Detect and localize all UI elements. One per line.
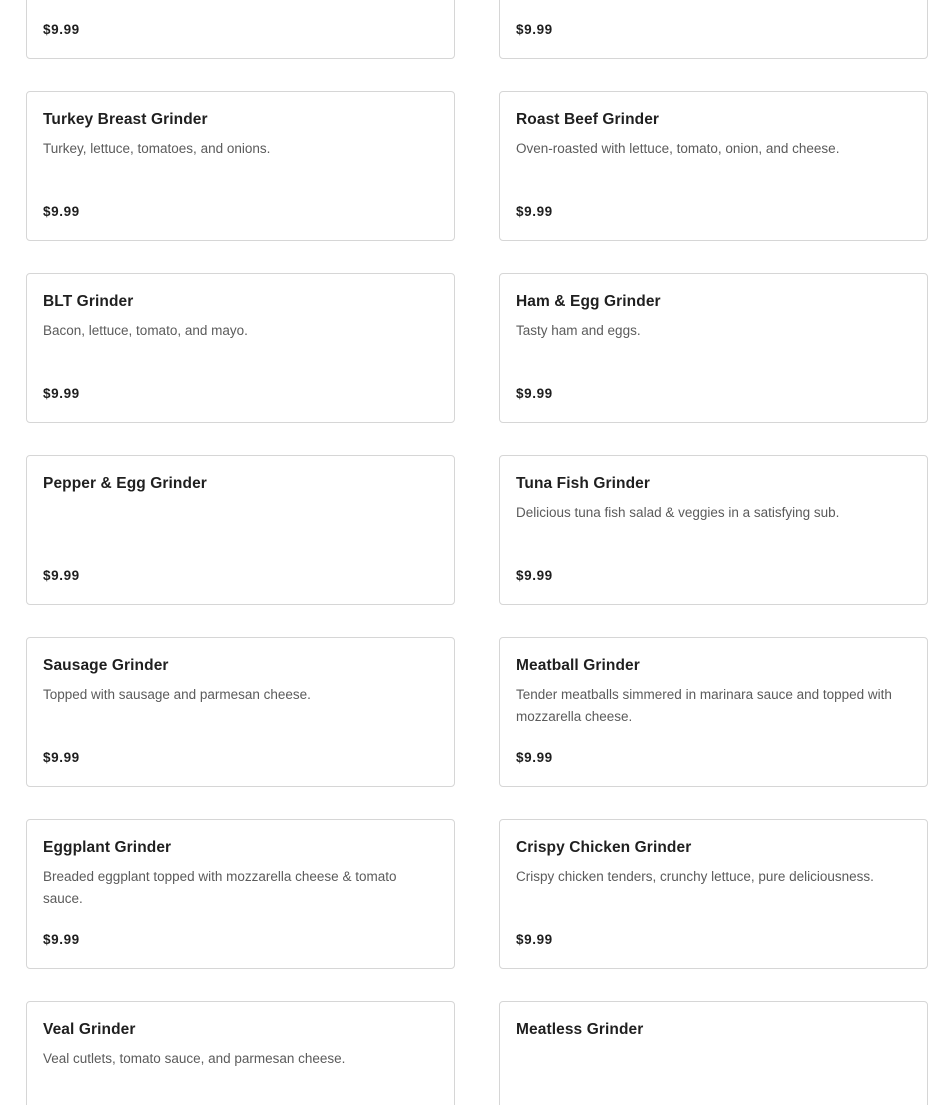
menu-item-card[interactable]	[499, 455, 928, 605]
menu-item-name: Ham & Egg Grinder	[516, 293, 661, 310]
menu-item-name: Pepper & Egg Grinder	[43, 475, 207, 492]
menu-item-description: Veal cutlets, tomato sauce, and parmesan cheese.	[43, 1051, 346, 1066]
menu-item-card[interactable]	[26, 0, 455, 59]
menu-item-card[interactable]	[499, 273, 928, 423]
menu-item-description: Tender meatballs simmered in marinara sauce and topped with mozzarella cheese.	[516, 687, 892, 724]
menu-item-description: Breaded eggplant topped with mozzarella cheese & tomato sauce.	[43, 869, 397, 906]
menu-item-name: Crispy Chicken Grinder	[516, 839, 692, 856]
menu-item-card[interactable]	[26, 455, 455, 605]
menu-item-price: $9.99	[43, 932, 80, 947]
menu-item-price: $9.99	[516, 568, 553, 583]
menu-item-card[interactable]	[26, 1001, 455, 1105]
menu-item-name: BLT Grinder	[43, 293, 134, 310]
menu-item-name: Veal Grinder	[43, 1021, 136, 1038]
menu-item-price: $9.99	[516, 22, 553, 37]
menu-item-description: Oven-roasted with lettuce, tomato, onion, and cheese.	[516, 141, 840, 156]
menu-item-name: Roast Beef Grinder	[516, 111, 660, 128]
menu-item-card[interactable]	[499, 1001, 928, 1105]
menu-item-card[interactable]	[499, 637, 928, 787]
menu-item-description: Delicious tuna fish salad & veggies in a satisfying sub.	[516, 505, 840, 520]
menu-item-price: $9.99	[516, 750, 553, 765]
menu-item-name: Meatball Grinder	[516, 657, 640, 674]
menu-item-price: $9.99	[43, 22, 80, 37]
menu-item-description: Crispy chicken tenders, crunchy lettuce, pure deliciousness.	[516, 869, 874, 884]
menu-item-grid	[26, 0, 928, 1105]
menu-item-description: Topped with sausage and parmesan cheese.	[43, 687, 311, 702]
menu-item-card[interactable]	[26, 637, 455, 787]
menu-item-price: $9.99	[43, 750, 80, 765]
menu-item-card[interactable]	[499, 0, 928, 59]
menu-item-card[interactable]	[499, 819, 928, 969]
menu-item-name: Meatless Grinder	[516, 1021, 644, 1038]
menu-item-description: Tasty ham and eggs.	[516, 323, 641, 338]
menu-item-price: $9.99	[43, 386, 80, 401]
menu-item-price: $9.99	[516, 204, 553, 219]
menu-item-card[interactable]	[26, 819, 455, 969]
menu-item-description: Turkey, lettuce, tomatoes, and onions.	[43, 141, 271, 156]
menu-item-description: Bacon, lettuce, tomato, and mayo.	[43, 323, 248, 338]
menu-item-name: Tuna Fish Grinder	[516, 475, 651, 492]
menu-item-card[interactable]	[26, 273, 455, 423]
menu-item-card[interactable]	[499, 91, 928, 241]
menu-item-name: Sausage Grinder	[43, 657, 169, 674]
menu-item-price: $9.99	[43, 204, 80, 219]
menu-item-card[interactable]	[26, 91, 455, 241]
menu-item-name: Turkey Breast Grinder	[43, 111, 208, 128]
menu-item-price: $9.99	[516, 932, 553, 947]
menu-item-price: $9.99	[43, 568, 80, 583]
menu-item-name: Eggplant Grinder	[43, 839, 172, 856]
menu-item-price: $9.99	[516, 386, 553, 401]
